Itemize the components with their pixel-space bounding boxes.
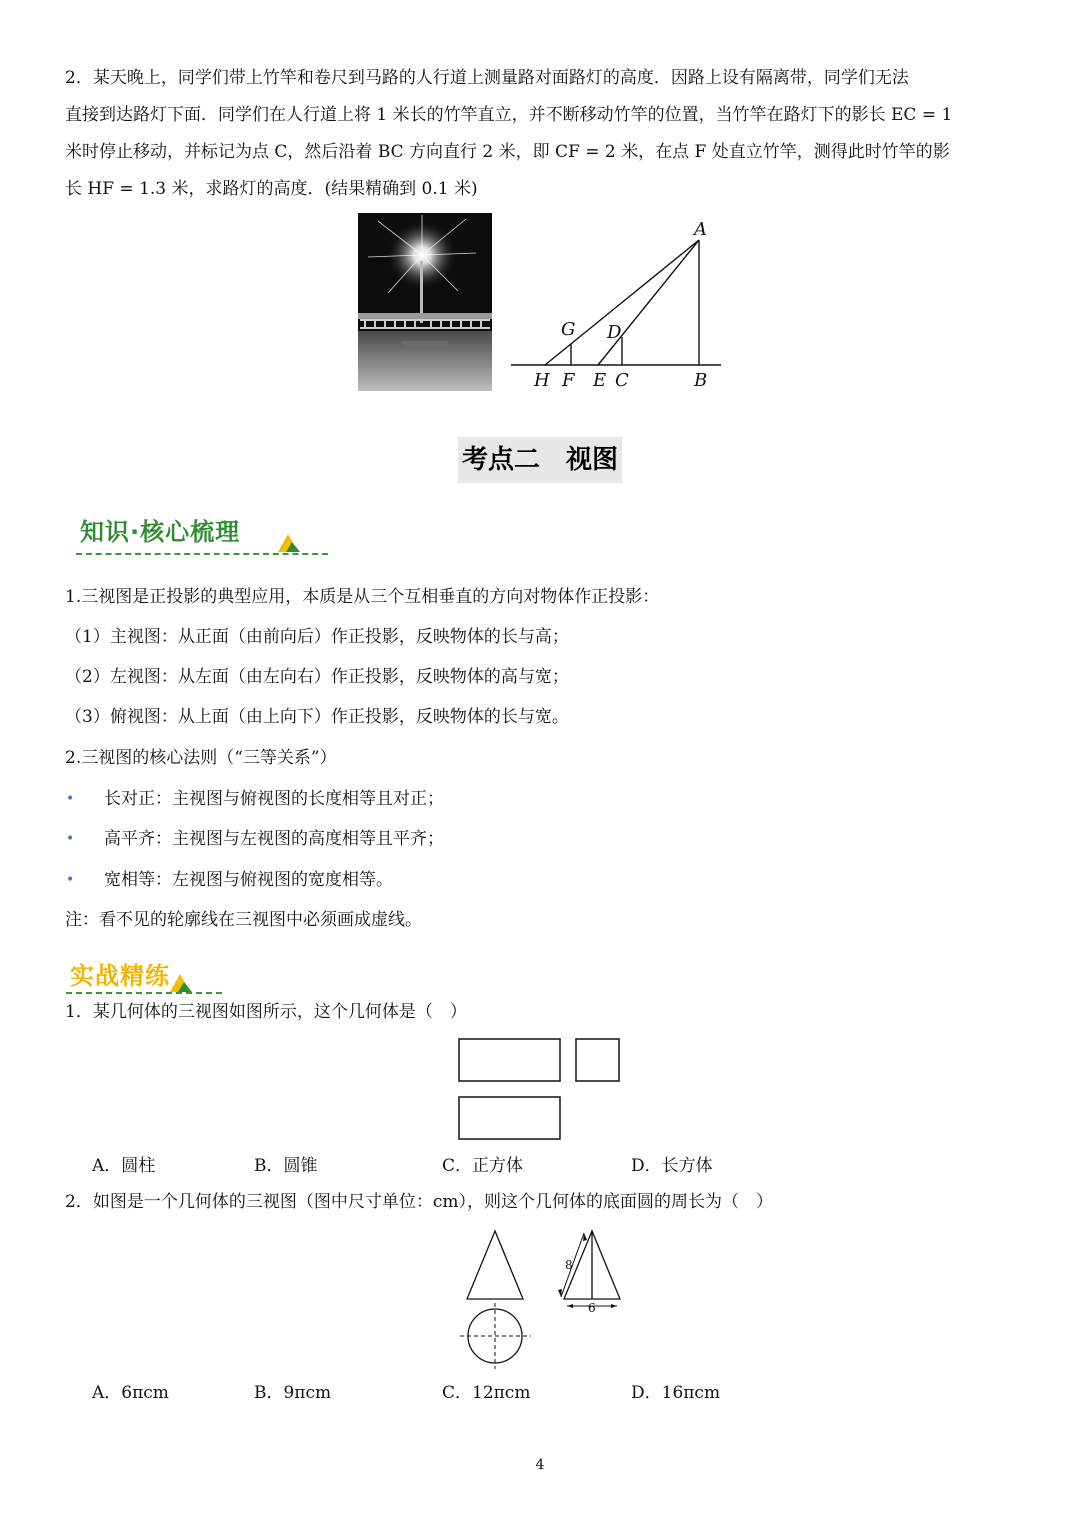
bullet-icon: •	[66, 872, 75, 888]
q2-option-b[interactable]: B．9πcm	[254, 1383, 332, 1403]
mountain-icon	[274, 528, 304, 554]
q2-option-c[interactable]: C．12πcm	[442, 1383, 531, 1403]
rule-width: 宽相等：左视图与俯视图的宽度相等。	[104, 870, 393, 890]
q2-option-d[interactable]: D．16πcm	[631, 1383, 721, 1403]
mountain-icon	[166, 970, 196, 994]
problem2-line-1: 2．某天晚上，同学们带上竹竿和卷尺到马路的人行道上测量路对面路灯的高度．因路上设有隔离带，同学们无法	[65, 68, 909, 88]
bullet-icon: •	[66, 791, 75, 807]
label-e: E	[593, 370, 607, 391]
q1-option-b[interactable]: B．圆锥	[254, 1156, 318, 1176]
label-b: B	[694, 370, 708, 391]
problem2-line-2: 直接到达路灯下面．同学们在人行道上将 1 米长的竹竿直立，并不断移动竹竿的位置，当竹竿在路灯下的影长 EC = 1	[65, 105, 953, 125]
knowledge-rule-title: 2.三视图的核心法则（“三等关系”）	[65, 748, 337, 768]
q2-option-a[interactable]: A．6πcm	[92, 1383, 169, 1403]
practice-banner	[66, 952, 222, 996]
banner-divider	[66, 992, 222, 994]
q1-option-a[interactable]: A．圆柱	[92, 1156, 156, 1176]
knowledge-view-top: （3）俯视图：从上面（由上向下）作正投影，反映物体的长与宽。	[65, 707, 569, 727]
knowledge-banner-label: 知识·核心梳理	[80, 518, 241, 546]
q1-stem: 1．某几何体的三视图如图所示，这个几何体是（ ）	[65, 1002, 467, 1022]
problem2-line-4: 长 HF = 1.3 米，求路灯的高度．(结果精确到 0.1 米)	[65, 179, 478, 199]
q1-side-view	[576, 1039, 619, 1081]
knowledge-view-left: （2）左视图：从左面（由左向右）作正投影，反映物体的高与宽；	[65, 667, 569, 687]
q2-dim-slant: 8	[565, 1258, 573, 1272]
q1-top-view	[459, 1097, 560, 1139]
rule-length: 长对正：主视图与俯视图的长度相等且对正；	[104, 789, 444, 809]
label-c: C	[615, 370, 629, 391]
knowledge-view-front: （1）主视图：从正面（由前向后）作正投影，反映物体的长与高；	[65, 627, 569, 647]
practice-banner-label: 实战精练	[70, 962, 170, 990]
label-d: D	[607, 322, 622, 343]
q1-three-views	[455, 1035, 625, 1145]
streetlight-photo	[358, 213, 492, 391]
q2-front-view	[467, 1231, 523, 1299]
page-number: 4	[535, 1457, 545, 1473]
knowledge-banner	[76, 508, 328, 558]
label-h: H	[534, 370, 550, 391]
banner-divider	[76, 553, 328, 555]
q1-front-view	[459, 1039, 560, 1081]
label-f: F	[562, 370, 575, 391]
rule-height: 高平齐：主视图与左视图的高度相等且平齐；	[104, 829, 444, 849]
section-title: 考点二 视图	[458, 437, 622, 483]
knowledge-note: 注：看不见的轮廓线在三视图中必须画成虚线。	[65, 910, 422, 930]
q2-three-views	[455, 1225, 635, 1373]
label-a: A	[694, 219, 707, 240]
q2-stem: 2．如图是一个几何体的三视图（图中尺寸单位：cm），则这个几何体的底面圆的周长为（ ）	[65, 1192, 773, 1212]
q1-option-d[interactable]: D．长方体	[631, 1156, 713, 1176]
problem2-line-3: 米时停止移动，并标记为点 C，然后沿着 BC 方向直行 2 米，即 CF = 2 米，在点 F 处直立竹竿，测得此时竹竿的影	[65, 142, 950, 162]
label-g: G	[561, 319, 576, 340]
similar-triangles-diagram	[505, 213, 725, 395]
q1-option-c[interactable]: C．正方体	[442, 1156, 524, 1176]
q2-dim-base: 6	[588, 1301, 596, 1315]
bullet-icon: •	[66, 831, 75, 847]
knowledge-intro: 1.三视图是正投影的典型应用，本质是从三个互相垂直的方向对物体作正投影：	[65, 587, 660, 607]
